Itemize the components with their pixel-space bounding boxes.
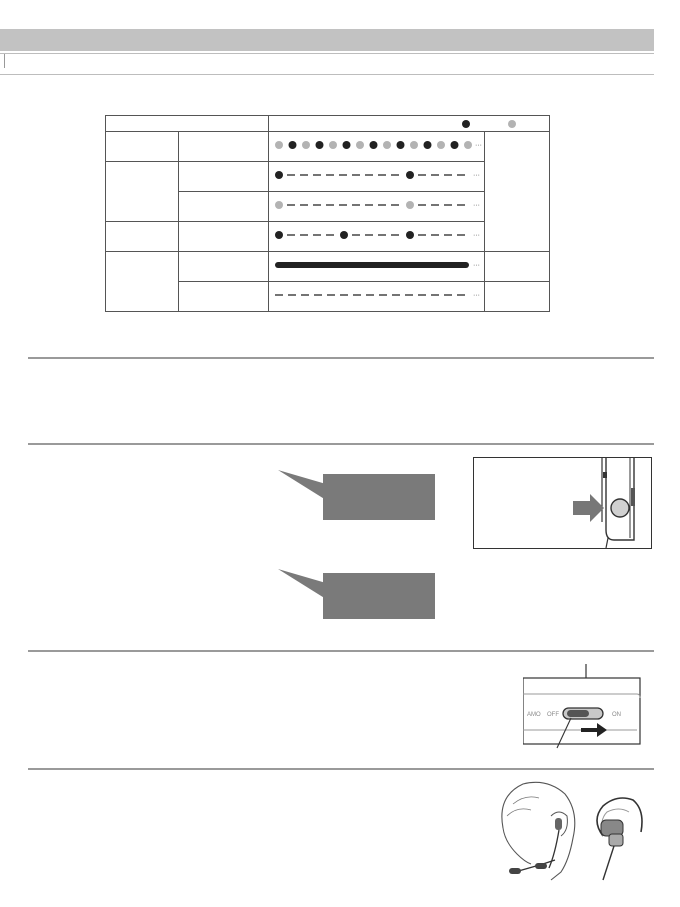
press-arrow-icon — [573, 494, 604, 522]
section-divider — [28, 357, 654, 359]
table-header-right — [269, 116, 550, 132]
row-group — [106, 132, 179, 162]
led-pattern-dashes — [269, 282, 485, 312]
led-pattern-light-dashes — [269, 192, 485, 222]
svg-text:···: ··· — [473, 202, 480, 209]
led-pattern-solid — [269, 252, 485, 282]
led-pattern-alternating — [269, 132, 485, 162]
row-group — [106, 162, 179, 222]
row-label — [179, 282, 269, 312]
alternating-dots-pattern — [269, 132, 485, 158]
earphone-icon — [603, 846, 614, 880]
row-label — [179, 132, 269, 162]
speech-bubble-2 — [278, 563, 438, 623]
svg-text:AMO: AMO — [527, 712, 541, 718]
speech-bubble-1 — [278, 464, 438, 524]
light-dot-icon — [508, 120, 516, 128]
section-subheader — [0, 53, 654, 75]
row-label — [179, 222, 269, 252]
row-label — [179, 162, 269, 192]
row-group — [106, 252, 179, 312]
svg-text:···: ··· — [473, 292, 480, 299]
power-switch-figure — [523, 664, 643, 774]
svg-text:OFF: OFF — [547, 712, 559, 718]
section-divider — [28, 443, 654, 445]
section-divider — [28, 650, 654, 652]
earphone-wearing-figure — [495, 776, 655, 882]
legend — [433, 117, 543, 131]
led-pattern-table — [105, 115, 550, 312]
button-press-figure — [473, 457, 652, 549]
led-pattern-dark-short — [269, 222, 485, 252]
svg-text:···: ··· — [473, 262, 480, 269]
svg-text:ON: ON — [612, 712, 621, 718]
svg-text:···: ··· — [473, 232, 480, 239]
svg-text:···: ··· — [473, 172, 480, 179]
table-header-left — [106, 116, 269, 132]
row-group — [106, 222, 179, 252]
section-header-bar — [0, 29, 654, 51]
led-pattern-dark-dashes — [269, 162, 485, 192]
dark-dot-icon — [462, 120, 470, 128]
row-label — [179, 252, 269, 282]
svg-text:···: ··· — [475, 142, 482, 149]
row-note — [485, 252, 550, 282]
row-label — [179, 192, 269, 222]
row-note — [485, 282, 550, 312]
row-note — [485, 132, 550, 252]
